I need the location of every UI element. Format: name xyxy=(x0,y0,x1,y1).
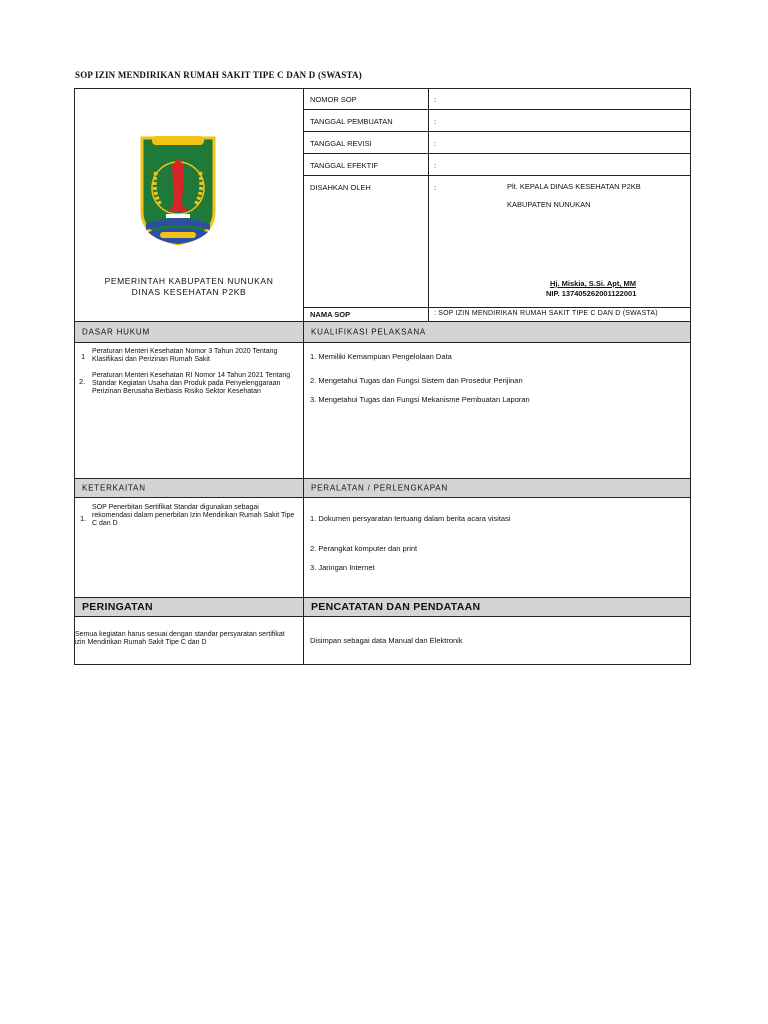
peralatan-item-3: 3. Jaringan Internet xyxy=(310,563,375,572)
nama-sop-label: NAMA SOP xyxy=(303,307,429,322)
dasar-hukum-item-2: Peraturan Menteri Kesehatan RI Nomor 14 Tahun 2021 Tentang Standar Kegiatan Usaha dan Produk pada Penyelenggaraan Perizinan Berusaha Berbasis Risiko Sektor Kesehatan xyxy=(92,372,291,395)
approver-title-line2: KABUPATEN NUNUKAN xyxy=(507,200,591,209)
nomor-sop-value: : xyxy=(428,88,691,110)
document-title: SOP IZIN MENDIRIKAN RUMAH SAKIT TIPE C DAN D (SWASTA) xyxy=(75,70,362,80)
dasar-hukum-item-1: Peraturan Menteri Kesehatan Nomor 3 Tahun 2020 Tentang Klasifikasi dan Perizinan Rumah Sakit xyxy=(92,348,278,363)
tanggal-pembuatan-label: TANGGAL PEMBUATAN xyxy=(303,109,429,132)
agency-block xyxy=(74,88,304,322)
disahkan-oleh-label: DISAHKAN OLEH xyxy=(303,175,429,308)
pencatatan-text: Disimpan sebagai data Manual dan Elektronik xyxy=(310,636,463,645)
peralatan-header: PERALATAN / PERLENGKAPAN xyxy=(303,478,691,498)
keterkaitan-body xyxy=(74,497,304,598)
dasar-hukum-header: DASAR HUKUM xyxy=(74,321,304,343)
dasar-hukum-num-2: 2. xyxy=(79,377,86,386)
kualifikasi-body xyxy=(303,342,691,479)
tanggal-efektif-label: TANGGAL EFEKTIF xyxy=(303,153,429,176)
nama-sop-value: : SOP IZIN MENDIRIKAN RUMAH SAKIT TIPE C DAN D (SWASTA) xyxy=(428,307,691,322)
tanggal-pembuatan-value: : xyxy=(428,109,691,132)
kualifikasi-header: KUALIFIKASI PELAKSANA xyxy=(303,321,691,343)
tanggal-revisi-label: TANGGAL REVISI xyxy=(303,131,429,154)
dasar-hukum-body xyxy=(74,342,304,479)
kualifikasi-item-3: 3. Mengetahui Tugas dan Fungsi Mekanisme Pembuatan Laporan xyxy=(310,395,530,404)
approver-title-line1: Plt. KEPALA DINAS KESEHATAN P2KB xyxy=(507,182,641,191)
sop-sheet xyxy=(74,88,691,665)
peralatan-item-2: 2. Perangkat komputer dan print xyxy=(310,544,418,553)
keterkaitan-header: KETERKAITAN xyxy=(74,478,304,498)
regency-emblem-icon xyxy=(138,132,218,248)
signer-nip: NIP. 137405262001122001 xyxy=(546,289,637,298)
agency-name-line1: PEMERINTAH KABUPATEN NUNUKAN xyxy=(104,276,274,286)
tanggal-efektif-value: : xyxy=(428,153,691,176)
peringatan-text: Semua kegiatan harus sesuai dengan standar persyaratan sertifikat izin Mendirikan Rumah Sakit Tipe C dan D xyxy=(75,631,285,646)
kualifikasi-item-2: 2. Mengetahui Tugas dan Fungsi Sistem dan Prosedur Perijinan xyxy=(310,376,523,385)
tanggal-revisi-value: : xyxy=(428,131,691,154)
keterkaitan-num: 1. xyxy=(80,514,87,523)
nomor-sop-label: NOMOR SOP xyxy=(303,88,429,110)
signer-name: Hj. Miskia, S.Si. Apt, MM xyxy=(550,279,636,288)
peralatan-body xyxy=(303,497,691,598)
disahkan-oleh-value: : Plt. KEPALA DINAS KESEHATAN P2KB KABUPATEN NUNUKAN Hj. Miskia, S.Si. Apt, MM NIP. 137405262001122001 xyxy=(428,175,691,308)
pencatatan-body xyxy=(303,616,691,665)
keterkaitan-text: SOP Penerbitan Sertifikat Standar digunakan sebagai rekomendasi dalam penerbitan Izin Mendirikan Rumah Sakit Tipe C dan D xyxy=(92,504,295,527)
kualifikasi-item-1: 1. Memiliki Kemampuan Pengelolaan Data xyxy=(310,352,452,361)
peringatan-header: PERINGATAN xyxy=(74,597,304,617)
peralatan-item-1: 1. Dokumen persyaratan tertuang dalam berita acara visitasi xyxy=(310,514,511,523)
pencatatan-header: PENCATATAN DAN PENDATAAN xyxy=(303,597,691,617)
peringatan-body xyxy=(74,616,304,665)
dasar-hukum-num-1: 1 xyxy=(81,352,86,361)
agency-name-line2: DINAS KESEHATAN P2KB xyxy=(131,287,247,297)
